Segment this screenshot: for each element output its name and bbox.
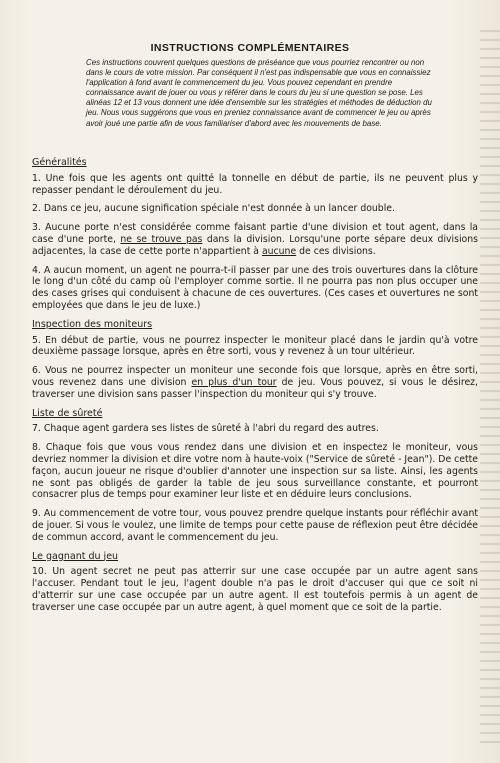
page-title: INSTRUCTIONS COMPLÉMENTAIRES	[150, 42, 350, 54]
underlined-phrase: en plus d'un tour	[191, 376, 277, 388]
show-through-text	[480, 30, 500, 750]
paragraph-3-text: de ces divisions.	[296, 245, 376, 257]
paragraph-7: 7. Chaque agent gardera ses listes de sûreté à l'abri du regard des autres.	[32, 423, 379, 435]
underlined-word: aucune	[261, 245, 297, 257]
section-heading-generalites: Généralités	[32, 157, 87, 168]
underlined-phrase: ne se trouve pas	[120, 233, 203, 245]
paragraph-3	[32, 222, 478, 257]
paragraph-6-text: de jeu. Vous pouvez, si vous le désirez, traverser une division sans passer l'inspection du moniteur qui s'y trouve.	[32, 376, 478, 400]
intro-paragraph: Ces instructions couvrent quelques questions de préséance que vous pourriez rencontrer ou non dans le cours de votre mission. Par conséquent il n'est pas indispensable que vous en connaissiez l'application à fond avant le commencement du jeu. Vous pouvez cependant en prendre connaissance avant de jouer ou vous y référer dans le cours du jeu si une question se pose. Les alinéas 12 et 13 vous donnent une idée d'ensemble sur les stratégies et méthodes de déduction du jeu. Nous vous suggérons que vous en preniez connaissance avant de commencer le jeu ou après avoir joué une partie afin de vous familiariser d'abord avec les mouvements de base.	[86, 58, 432, 128]
section-heading-liste: Liste de sûreté	[32, 407, 103, 419]
paragraph-3-text: 3. Aucune porte n'est considérée comme faisant partie d'une division et tout agent, dans la case d'une porte,	[32, 222, 478, 245]
paragraph-9: 9. Au commencement de votre tour, vous pouvez prendre quelque instants pour réfléchir avant de jouer. Si vous le voulez, une limite de temps pour cette pause de réflexion peut être décidée de commun accord, avant le commencement du jeu.	[32, 508, 478, 543]
paragraph-1: 1. Une fois que les agents ont quitté la tonnelle en début de partie, ils ne peuvent plus y repasser pendant le déroulement du jeu.	[32, 172, 478, 196]
section-heading-inspection: Inspection des moniteurs	[32, 318, 153, 330]
paragraph-5: 5. En début de partie, vous ne pourrez inspecter le moniteur placé dans le jardin qu'à votre deuxième passage lorsque, après en être sorti, vous y revenez à un tour ultérieur.	[32, 334, 478, 358]
paragraph-8: 8. Chaque fois que vous vous rendez dans une division et en inspectez le moniteur, vous devriez nommer la division et dire votre nom à haute-voix ("Service de sûreté - Jean"). De cette façon, aucun joueur ne risque d'oublier d'annoter une inspection sur sa liste. Ainsi, les agents ne sont pas obligés de garder la table de jeu sous surveillance constante, et pourront consacrer plus de temps pour examiner leur liste et en déduire leurs conclusions.	[32, 442, 478, 501]
paragraph-2: 2. Dans ce jeu, aucune signification spéciale n'est donnée à un lancer double.	[32, 203, 395, 215]
main-body	[32, 157, 478, 621]
paragraph-6-text: 6. Vous ne pourrez inspecter un moniteur une seconde fois que lorsque, après en être sorti, vous revenez dans une division	[32, 365, 478, 388]
paragraph-6	[32, 365, 478, 400]
section-heading-gagnant: Le gagnant du jeu	[32, 550, 119, 562]
paragraph-3-text: dans la division. Lorsqu'une porte sépare deux divisions adjacentes, la case de cette porte n'appartient à	[32, 233, 478, 257]
paragraph-10: 10. Un agent secret ne peut pas atterrir sur une case occupée par un autre agent sans l'accuser. Pendant tout le jeu, l'agent double n'a pas le droit d'accuser qui que ce soit ni d'atterrir sur une case occupée par un autre agent. Il est toutefois permis à un agent de traverser une case occupée par un autre agent, à quel moment que ce soit de la partie.	[32, 566, 478, 613]
paragraph-4: 4. A aucun moment, un agent ne pourra-t-il passer par une des trois ouvertures dans la clôture le long d'un côté du camp où l'employer comme sortie. Il ne pourra pas non plus occuper une des cases grises qui conduisent à chacune de ces ouvertures. (Ces cases et ouvertures ne sont employées que dans le jeu de luxe.)	[32, 264, 478, 311]
